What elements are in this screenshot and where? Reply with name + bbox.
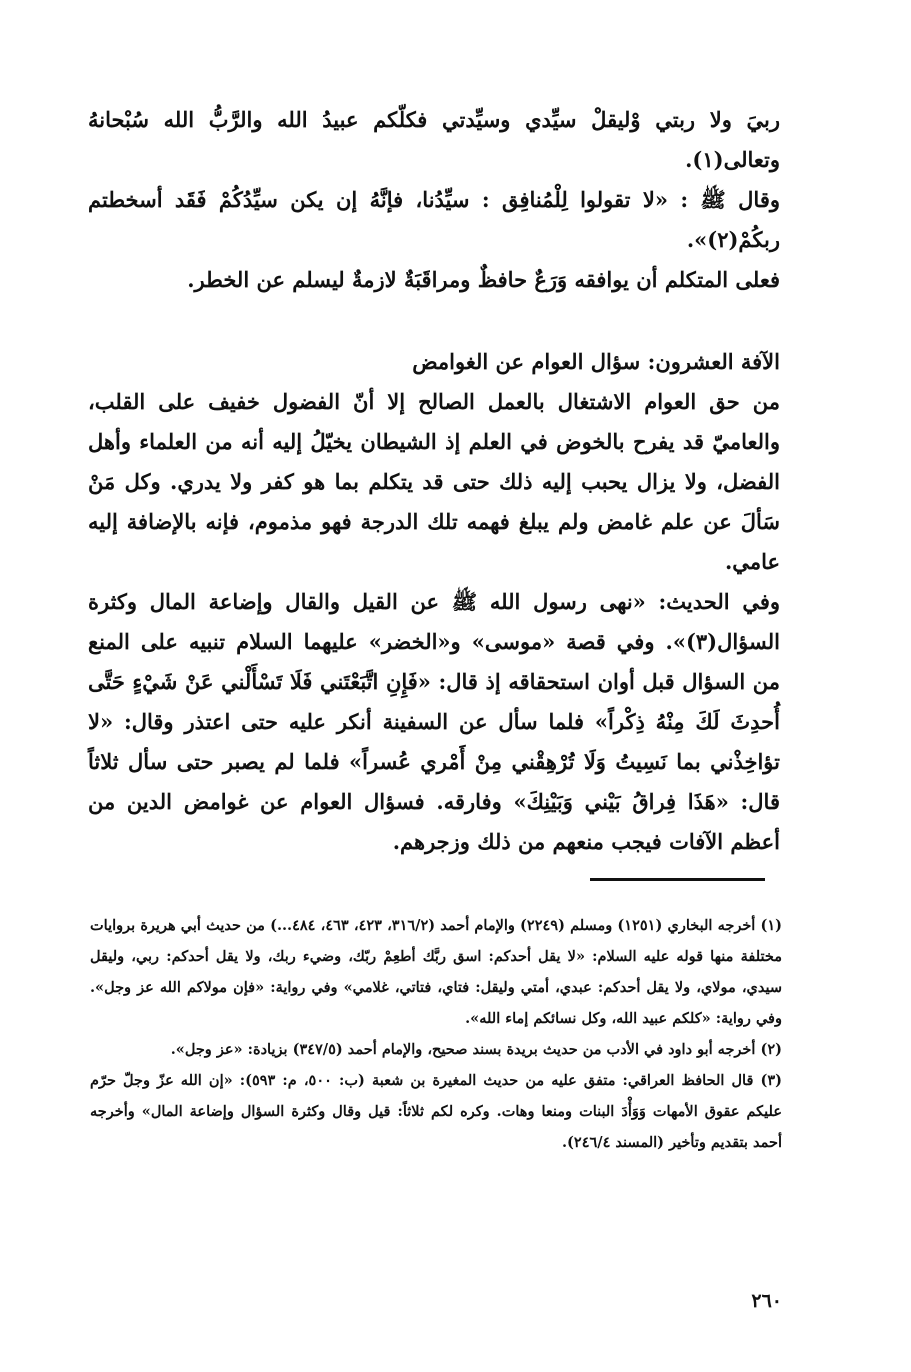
main-text	[88, 100, 780, 862]
paragraph: وقال ﷺ : «لا تقولوا لِلْمُنافِق : سيِّدُنا، فإنَّهُ إن يكن سيِّدُكُمْ فَقَد أسخطتم ربكُمْ(٢)».	[88, 187, 780, 252]
footnotes	[90, 910, 782, 1158]
paragraph: من حق العوام الاشتغال بالعمل الصالح إلا أنّ الفضول خفيف على القلب، والعاميّ قد يفرح بالخوض في العلم إذ الشيطان يخيّلُ إليه أنه من العلماء وأهل الفضل، ولا يزال يحبب إليه ذلك حتى قد يتكلم بما هو كفر ولا يدري. وكل مَنْ سَألَ عن علم غامض ولم يبلغ فهمه تلك الدرجة فهو مذموم، فإنه بالإضافة إليه عامي.	[88, 389, 780, 574]
footnote-separator	[590, 878, 765, 881]
paragraph: وفي الحديث: «نهى رسول الله ﷺ عن القيل والقال وإضاعة المال وكثرة السؤال(٣)». وفي قصة «موسى» و«الخضر» عليهما السلام تنبيه على المنع من السؤال قبل أوان استحقاقه إذ قال: «فَإِنِ اتَّبَعْتَني فَلَا تَسْأَلْني عَنْ شَيْءٍ حَتَّى أُحدِثَ لَكَ مِنْهُ ذِكْراً» فلما سأل عن السفينة أنكر عليه حتى اعتذر وقال: «لا تؤاخِذْني بما نَسِيتُ وَلَا تُرْهِقْني مِنْ أَمْري عُسراً» فلما لم يصبر حتى سأل ثلاثاً قال: «هَذَا فِراقُ بَيْني وَبَيْنِكَ» وفارقه. فسؤال العوام عن غوامض الدين من أعظم الآفات فيجب منعهم من ذلك وزجرهم.	[88, 589, 780, 854]
section-heading: الآفة العشرون: سؤال العوام عن الغوامض	[412, 349, 780, 374]
footnote: (٣) قال الحافظ العراقي: متفق عليه من حديث المغيرة بن شعبة (ب: ٥٠٠، م: ٥٩٣): «إن الله عزّ وجلّ حرّم عليكم عقوق الأمهات وَوَأْدَ البنات ومنعا وهات. وكره لكم ثلاثاً: قيل وقال وكثرة السؤال وإضاعة المال» وأخرجه أحمد بتقديم وتأخير (المسند ٢٤٦/٤).	[90, 1072, 782, 1151]
footnote: (٢) أخرجه أبو داود في الأدب من حديث بريدة بسند صحيح، والإمام أحمد (٣٤٧/٥) بزيادة: «عز وجل».	[170, 1041, 782, 1058]
paragraph: ربيَ ولا ربتي وْليقلْ سيِّدي وسيِّدتي فكلّكم عبيدُ الله والرَّبُّ الله سُبْحانهُ وتعالى(١).	[88, 107, 780, 172]
paragraph: فعلى المتكلم أن يوافقه وَرَعٌ حافظٌ ومراقَبَةٌ لازمةٌ ليسلم عن الخطر.	[187, 267, 780, 292]
page-number: ٢٦٠	[751, 1290, 782, 1312]
footnote: (١) أخرجه البخاري (١٢٥١) ومسلم (٢٢٤٩) والإمام أحمد (٣١٦/٢، ٤٢٣، ٤٦٣، ٤٨٤...) من حديث أبي هريرة بروايات مختلفة منها قوله عليه السلام: «لا يقل أحدكم: اسق ربَّك أطعِمْ ربّك، وضيء ربك، ولا يقل أحدكم: ربي، وليقل سيدي، مولاي، ولا يقل أحدكم: عبدي، أمتي وليقل: فتاي، فتاتي، غلامي» وفي رواية: «فإن مولاكم الله عز وجل». وفي رواية: «كلكم عبيد الله، وكل نسائكم إماء الله».	[90, 917, 783, 1027]
